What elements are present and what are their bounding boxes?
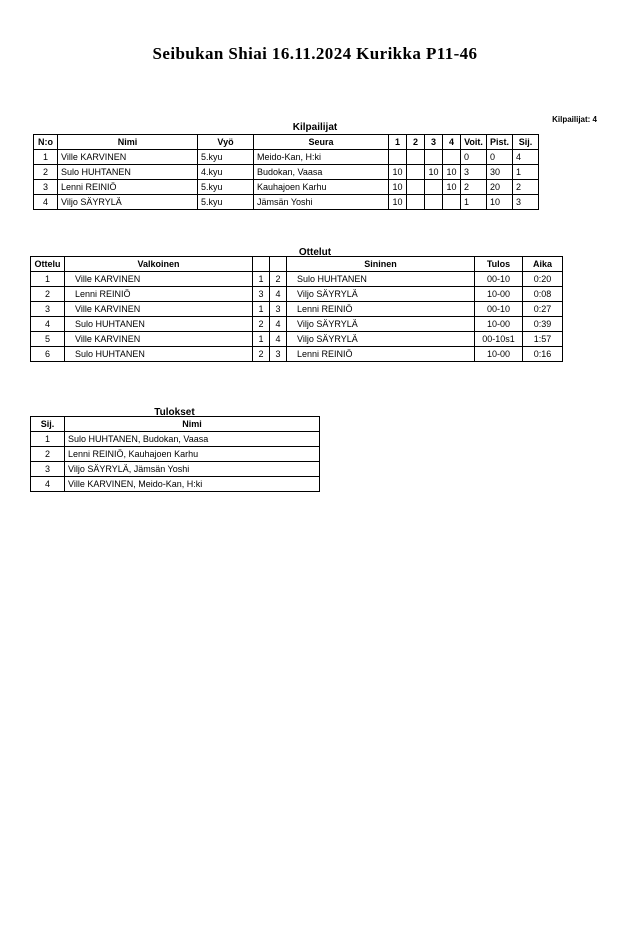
cell-rank: 1 <box>31 432 65 447</box>
col-header-club: Seura <box>254 135 389 150</box>
table-row <box>31 432 320 447</box>
cell-result: 10-00 <box>475 287 523 302</box>
cell-blue: Viljo SÄYRYLÄ <box>287 332 475 347</box>
cell-belt: 4.kyu <box>198 165 254 180</box>
table-row <box>34 165 539 180</box>
table-row <box>31 477 320 492</box>
col-header-name: Nimi <box>65 417 320 432</box>
cell-rank: 1 <box>513 165 539 180</box>
cell-club: Meido-Kan, H:ki <box>254 150 389 165</box>
cell-club: Jämsän Yoshi <box>254 195 389 210</box>
table-row <box>31 302 563 317</box>
table-row <box>31 272 563 287</box>
col-header-m3: 3 <box>425 135 443 150</box>
cell-rank: 3 <box>513 195 539 210</box>
matches-table-wrap <box>30 256 563 362</box>
cell-time: 0:08 <box>523 287 563 302</box>
cell-m1: 10 <box>389 195 407 210</box>
cell-no: 1 <box>34 150 58 165</box>
cell-rank: 2 <box>513 180 539 195</box>
col-header-white: Valkoinen <box>65 257 253 272</box>
cell-belt: 5.kyu <box>198 180 254 195</box>
cell-name: Viljo SÄYRYLÄ, Jämsän Yoshi <box>65 462 320 477</box>
results-heading: Tulokset <box>154 407 195 418</box>
table-header-row <box>31 257 563 272</box>
cell-result: 00-10 <box>475 302 523 317</box>
cell-m2 <box>407 180 425 195</box>
cell-m1 <box>389 150 407 165</box>
col-header-result: Tulos <box>475 257 523 272</box>
cell-m3 <box>425 195 443 210</box>
cell-p2: 3 <box>270 302 287 317</box>
col-header-m1: 1 <box>389 135 407 150</box>
cell-time: 0:39 <box>523 317 563 332</box>
cell-m4: 10 <box>443 165 461 180</box>
cell-rank: 2 <box>31 447 65 462</box>
cell-p2: 4 <box>270 287 287 302</box>
cell-match: 3 <box>31 302 65 317</box>
cell-blue: Lenni REINIÖ <box>287 302 475 317</box>
document-page <box>0 44 630 935</box>
cell-wins: 0 <box>461 150 487 165</box>
cell-time: 0:16 <box>523 347 563 362</box>
cell-blue: Lenni REINIÖ <box>287 347 475 362</box>
cell-m4 <box>443 150 461 165</box>
cell-rank: 4 <box>31 477 65 492</box>
cell-points: 0 <box>487 150 513 165</box>
cell-white: Lenni REINIÖ <box>65 287 253 302</box>
table-row <box>31 462 320 477</box>
cell-club: Budokan, Vaasa <box>254 165 389 180</box>
cell-name: Lenni REINIÖ <box>58 180 198 195</box>
cell-time: 1:57 <box>523 332 563 347</box>
col-header-time: Aika <box>523 257 563 272</box>
results-table-wrap <box>30 416 320 492</box>
cell-m3 <box>425 180 443 195</box>
col-header-p1 <box>253 257 270 272</box>
cell-match: 1 <box>31 272 65 287</box>
cell-match: 6 <box>31 347 65 362</box>
table-row <box>31 332 563 347</box>
cell-name: Viljo SÄYRYLÄ <box>58 195 198 210</box>
cell-match: 4 <box>31 317 65 332</box>
cell-name: Sulo HUHTANEN, Budokan, Vaasa <box>65 432 320 447</box>
cell-p2: 3 <box>270 347 287 362</box>
col-header-points: Pist. <box>487 135 513 150</box>
cell-match: 5 <box>31 332 65 347</box>
cell-rank: 3 <box>31 462 65 477</box>
table-row <box>31 287 563 302</box>
cell-m4: 10 <box>443 180 461 195</box>
col-header-no: N:o <box>34 135 58 150</box>
col-header-match: Ottelu <box>31 257 65 272</box>
competitors-count: Kilpailijat: 4 <box>552 115 597 124</box>
table-row <box>34 150 539 165</box>
table-header-row <box>31 417 320 432</box>
cell-p1: 2 <box>253 317 270 332</box>
cell-result: 10-00 <box>475 347 523 362</box>
cell-p2: 2 <box>270 272 287 287</box>
results-table <box>30 416 320 492</box>
cell-m1: 10 <box>389 165 407 180</box>
table-row <box>31 317 563 332</box>
cell-p2: 4 <box>270 332 287 347</box>
competitors-heading: Kilpailijat <box>292 122 338 133</box>
cell-result: 10-00 <box>475 317 523 332</box>
cell-result: 00-10s1 <box>475 332 523 347</box>
cell-white: Ville KARVINEN <box>65 302 253 317</box>
cell-name: Lenni REINIÖ, Kauhajoen Karhu <box>65 447 320 462</box>
cell-white: Ville KARVINEN <box>65 272 253 287</box>
cell-white: Sulo HUHTANEN <box>65 347 253 362</box>
cell-result: 00-10 <box>475 272 523 287</box>
cell-p2: 4 <box>270 317 287 332</box>
cell-time: 0:20 <box>523 272 563 287</box>
cell-no: 3 <box>34 180 58 195</box>
cell-wins: 3 <box>461 165 487 180</box>
cell-points: 20 <box>487 180 513 195</box>
cell-blue: Viljo SÄYRYLÄ <box>287 287 475 302</box>
table-header-row <box>34 135 539 150</box>
col-header-blue: Sininen <box>287 257 475 272</box>
col-header-rank: Sij. <box>31 417 65 432</box>
cell-white: Ville KARVINEN <box>65 332 253 347</box>
table-row <box>31 347 563 362</box>
cell-rank: 4 <box>513 150 539 165</box>
matches-heading: Ottelut <box>298 247 332 258</box>
cell-m2 <box>407 150 425 165</box>
cell-time: 0:27 <box>523 302 563 317</box>
cell-match: 2 <box>31 287 65 302</box>
competitors-table <box>33 134 539 210</box>
cell-wins: 2 <box>461 180 487 195</box>
cell-blue: Viljo SÄYRYLÄ <box>287 317 475 332</box>
cell-p1: 2 <box>253 347 270 362</box>
cell-name: Ville KARVINEN <box>58 150 198 165</box>
cell-blue: Sulo HUHTANEN <box>287 272 475 287</box>
col-header-name: Nimi <box>58 135 198 150</box>
cell-name: Ville KARVINEN, Meido-Kan, H:ki <box>65 477 320 492</box>
matches-table <box>30 256 563 362</box>
cell-belt: 5.kyu <box>198 150 254 165</box>
page-title: Seibukan Shiai 16.11.2024 Kurikka P11-46 <box>152 44 478 63</box>
cell-points: 10 <box>487 195 513 210</box>
cell-m2 <box>407 195 425 210</box>
table-row <box>34 180 539 195</box>
cell-p1: 3 <box>253 287 270 302</box>
cell-club: Kauhajoen Karhu <box>254 180 389 195</box>
cell-p1: 1 <box>253 332 270 347</box>
table-row <box>31 447 320 462</box>
cell-p1: 1 <box>253 302 270 317</box>
cell-no: 4 <box>34 195 58 210</box>
cell-m1: 10 <box>389 180 407 195</box>
col-header-m2: 2 <box>407 135 425 150</box>
col-header-p2 <box>270 257 287 272</box>
col-header-belt: Vyö <box>198 135 254 150</box>
table-row <box>34 195 539 210</box>
col-header-m4: 4 <box>443 135 461 150</box>
cell-p1: 1 <box>253 272 270 287</box>
cell-belt: 5.kyu <box>198 195 254 210</box>
col-header-wins: Voit. <box>461 135 487 150</box>
cell-m3 <box>425 150 443 165</box>
cell-no: 2 <box>34 165 58 180</box>
cell-wins: 1 <box>461 195 487 210</box>
col-header-rank: Sij. <box>513 135 539 150</box>
cell-m4 <box>443 195 461 210</box>
competitors-table-wrap <box>33 134 539 210</box>
cell-m2 <box>407 165 425 180</box>
cell-m3: 10 <box>425 165 443 180</box>
cell-points: 30 <box>487 165 513 180</box>
cell-name: Sulo HUHTANEN <box>58 165 198 180</box>
cell-white: Sulo HUHTANEN <box>65 317 253 332</box>
